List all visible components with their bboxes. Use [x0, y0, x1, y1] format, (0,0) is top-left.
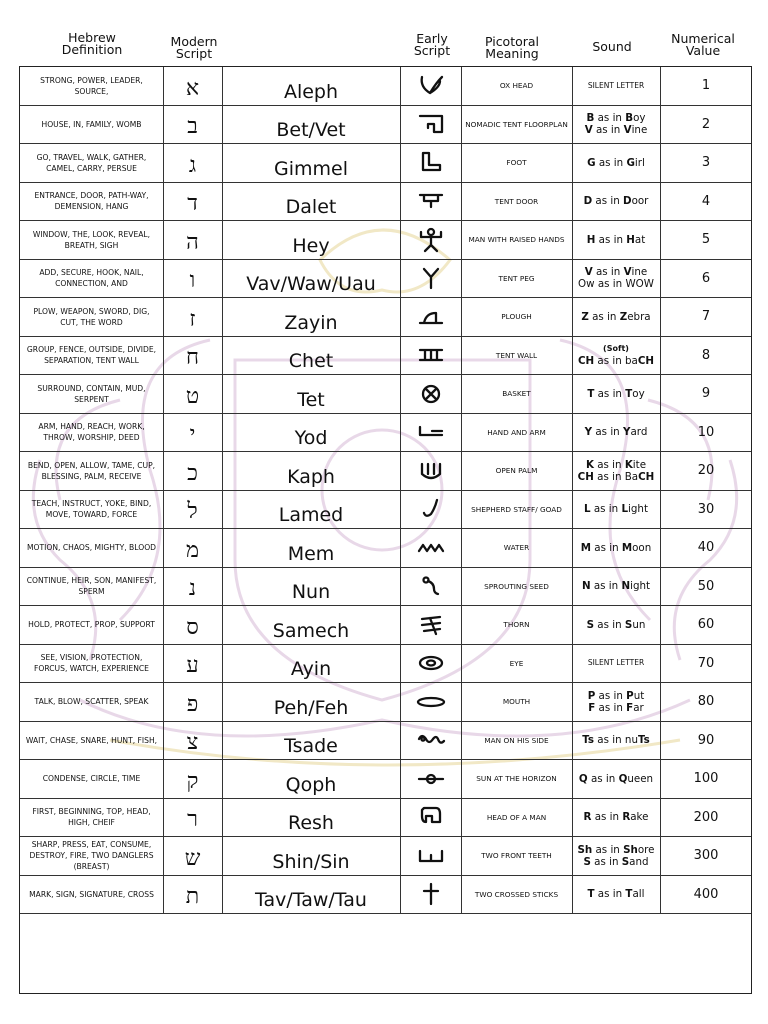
sound-cell: P as in Put F as in Far: [587, 689, 645, 714]
definition-cell: FIRST, BEGINNING, TOP, HEAD, HIGH, CHEIF: [32, 807, 151, 828]
tent-peg-icon: [416, 265, 446, 291]
header-definition: Hebrew Definition: [61, 30, 123, 57]
definition-cell: CONDENSE, CIRCLE, TIME: [42, 774, 141, 784]
letter-name-cell: Peh/Feh: [273, 696, 349, 719]
pictorial-meaning-cell: HAND AND ARM: [487, 427, 546, 437]
numerical-value-cell: 100: [693, 771, 719, 787]
early-script-cell: [400, 221, 461, 259]
definition-cell: SHARP, PRESS, EAT, CONSUME, DESTROY, FIRE, TWO DANGLERS (BREAST): [29, 840, 154, 872]
early-script-cell: [400, 144, 461, 182]
numerical-value-cell: 20: [697, 463, 715, 479]
letter-name-cell: Samech: [272, 619, 350, 642]
table-row: [20, 529, 751, 568]
numerical-value-cell: 8: [701, 347, 711, 363]
letter-name-cell: Nun: [291, 581, 331, 603]
numerical-value-cell: 6: [701, 270, 711, 286]
header-early-script: Early Script: [413, 31, 451, 58]
modern-script-cell: ת: [185, 884, 200, 910]
tent-door-icon: [416, 188, 446, 214]
water-icon: [416, 535, 446, 561]
sun-horizon-icon: [416, 766, 446, 792]
hand-arm-icon: [416, 419, 446, 445]
table-row: [20, 683, 751, 722]
definition-cell: SEE, VISION, PROTECTION, FORCUS, WATCH, EXPERIENCE: [34, 653, 149, 674]
modern-script-cell: ב: [187, 114, 198, 140]
pictorial-meaning-cell: MAN WITH RAISED HANDS: [468, 235, 565, 245]
pictorial-meaning-cell: BASKET: [502, 389, 531, 399]
definition-cell: WINDOW, THE, LOOK, REVEAL, BREATH, SIGH: [32, 229, 151, 250]
pictorial-meaning-cell: MOUTH: [502, 697, 531, 707]
sound-cell: L as in Light: [584, 503, 648, 516]
pictorial-meaning-cell: MAN ON HIS SIDE: [484, 735, 549, 745]
table-row: [20, 722, 751, 761]
early-script-cell: [400, 337, 461, 375]
numerical-value-cell: 10: [697, 424, 715, 440]
modern-script-cell: ג: [188, 152, 197, 178]
definition-cell: SURROUND, CONTAIN, MUD, SERPENT: [37, 383, 146, 404]
letter-name-cell: Aleph: [283, 80, 339, 103]
modern-script-cell: ז: [189, 306, 196, 332]
sound-cell: H as in Hat: [586, 233, 646, 246]
modern-script-cell: ל: [187, 499, 198, 525]
table-row: [20, 876, 751, 915]
table-row: [20, 606, 751, 645]
table-row: [20, 375, 751, 414]
numerical-value-cell: 3: [701, 155, 711, 171]
numerical-value-cell: 70: [697, 655, 715, 671]
early-script-cell: [400, 414, 461, 452]
open-palm-icon: [416, 458, 446, 484]
definition-cell: BEND, OPEN, ALLOW, TAME, CUP, BLESSING, PALM, RECEIVE: [27, 460, 156, 481]
man-raised-hands-icon: [416, 227, 446, 253]
foot-icon: [416, 150, 446, 176]
pictorial-meaning-cell: SPROUTING SEED: [484, 581, 549, 591]
numerical-value-cell: 400: [693, 886, 719, 902]
table-row: [20, 491, 751, 530]
modern-script-cell: א: [185, 75, 200, 101]
pictorial-meaning-cell: HEAD OF A MAN: [486, 812, 547, 822]
pictorial-meaning-cell: PLOUGH: [501, 312, 532, 322]
sound-cell: SILENT LETTER: [587, 658, 645, 668]
sound-cell: Q as in Queen: [578, 772, 654, 785]
letter-name-cell: Tsade: [284, 735, 338, 757]
header-pictorial-meaning: Picotoral Meaning: [484, 34, 540, 61]
sound-cell: SILENT LETTER: [587, 80, 645, 90]
definition-cell: ADD, SECURE, HOOK, NAIL, CONNECTION, AND: [39, 268, 144, 289]
early-script-cell: [400, 837, 461, 875]
early-script-cell: [400, 722, 461, 760]
modern-script-cell: ה: [186, 229, 199, 255]
header-sound: Sound: [592, 39, 632, 54]
early-script-cell: [400, 799, 461, 837]
pictorial-meaning-cell: OPEN PALM: [495, 466, 538, 476]
pictorial-meaning-cell: OX HEAD: [499, 81, 534, 91]
tent-wall-icon: [416, 342, 446, 368]
alphabet-table: [19, 66, 752, 994]
sound-cell: Sh as in Shore S as in Sand: [577, 843, 655, 868]
definition-cell: GROUP, FENCE, OUTSIDE, DIVIDE, SEPARATION, TENT WALL: [26, 345, 157, 366]
pictorial-meaning-cell: WATER: [503, 543, 530, 553]
definition-cell: MOTION, CHAOS, MIGHTY, BLOOD: [26, 543, 157, 553]
letter-name-cell: Ayin: [290, 658, 332, 680]
letter-name-cell: Qoph: [285, 773, 337, 796]
numerical-value-cell: 30: [697, 501, 715, 517]
letter-name-cell: Lamed: [278, 504, 344, 526]
table-row: [20, 452, 751, 491]
definition-cell: GO, TRAVEL, WALK, GATHER, CAMEL, CARRY, PERSUE: [36, 152, 147, 173]
numerical-value-cell: 9: [701, 386, 711, 402]
table-row: [20, 568, 751, 607]
numerical-value-cell: 60: [697, 617, 715, 633]
numerical-value-cell: 200: [693, 809, 719, 825]
modern-script-cell: ד: [187, 191, 198, 217]
numerical-value-cell: 40: [697, 540, 715, 556]
early-script-cell: [400, 529, 461, 567]
letter-name-cell: Hey: [292, 234, 330, 257]
basket-icon: [416, 381, 446, 407]
modern-script-cell: ק: [186, 768, 199, 794]
sound-cell: G as in Girl: [587, 156, 645, 169]
modern-script-cell: י: [189, 422, 196, 448]
early-script-cell: [400, 876, 461, 914]
modern-script-cell: צ: [186, 730, 199, 756]
early-script-cell: [400, 67, 461, 105]
table-row: [20, 260, 751, 299]
numerical-value-cell: 2: [701, 116, 711, 132]
definition-cell: TEACH, INSTRUCT, YOKE, BIND, MOVE, TOWARD, FORCE: [31, 499, 152, 520]
early-script-cell: [400, 683, 461, 721]
early-script-cell: [400, 645, 461, 683]
modern-script-cell: ו: [189, 268, 196, 294]
pictorial-meaning-cell: NOMADIC TENT FLOORPLAN: [465, 119, 568, 129]
sound-cell: K as in Kite CH as in BaCH: [577, 458, 655, 483]
early-script-cell: [400, 491, 461, 529]
letter-name-cell: Resh: [288, 812, 334, 834]
definition-cell: MARK, SIGN, SIGNATURE, CROSS: [29, 889, 154, 899]
sound-cell: M as in Moon: [580, 541, 652, 554]
letter-name-cell: Bet/Vet: [276, 119, 346, 141]
table-row: [20, 645, 751, 684]
table-row: [20, 298, 751, 337]
numerical-value-cell: 4: [701, 193, 711, 209]
table-row: [20, 337, 751, 376]
letter-name-cell: Tet: [297, 388, 325, 411]
sound-cell: Ts as in nuTs: [582, 734, 650, 747]
pictorial-meaning-cell: TENT WALL: [495, 350, 538, 360]
numerical-value-cell: 50: [697, 578, 715, 594]
letter-name-cell: Tav/Taw/Tau: [255, 889, 367, 911]
man-on-side-icon: [416, 727, 446, 753]
header-modern-script: Modern Script: [170, 34, 218, 61]
sound-cell: S as in Sun: [586, 618, 646, 631]
letter-name-cell: Dalet: [285, 196, 337, 218]
numerical-value-cell: 300: [693, 848, 719, 864]
modern-script-cell: פ: [186, 691, 199, 717]
table-row: [20, 221, 751, 260]
sound-cell: T as in Tall: [587, 888, 645, 901]
thorn-icon: [416, 612, 446, 638]
letter-name-cell: Mem: [287, 542, 335, 565]
definition-cell: ARM, HAND, REACH, WORK, THROW, WORSHIP, DEED: [38, 422, 145, 443]
modern-script-cell: ש: [184, 845, 201, 871]
sound-cell: Z as in Zebra: [581, 310, 651, 323]
letter-name-cell: Gimmel: [274, 157, 348, 180]
definition-cell: PLOW, WEAPON, SWORD, DIG, CUT, THE WORD: [33, 306, 150, 327]
sound-cell: D as in Door: [583, 195, 649, 208]
letter-name-cell: Vav/Waw/Uau: [246, 273, 376, 295]
letter-name-cell: Chet: [288, 350, 334, 372]
modern-script-cell: ס: [186, 614, 199, 640]
plough-icon: [416, 304, 446, 330]
modern-script-cell: ט: [185, 383, 200, 409]
definition-cell: ENTRANCE, DOOR, PATH-WAY, DEMENSION, HANG: [34, 191, 149, 212]
eye-icon: [416, 650, 446, 676]
early-script-cell: [400, 106, 461, 144]
early-script-cell: [400, 568, 461, 606]
pictorial-meaning-cell: SUN AT THE HORIZON: [476, 774, 557, 784]
modern-script-cell: נ: [188, 576, 197, 602]
front-teeth-icon: [416, 843, 446, 869]
pictorial-meaning-cell: TWO CROSSED STICKS: [474, 889, 559, 899]
head-of-man-icon: [416, 804, 446, 830]
sound-cell: B as in Boy V as in Vine: [584, 112, 648, 137]
early-script-cell: [400, 375, 461, 413]
letter-name-cell: Kaph: [287, 465, 335, 488]
sound-cell: V as in Vine Ow as in WOW: [578, 266, 654, 291]
modern-script-cell: ר: [187, 807, 198, 833]
early-script-cell: [400, 183, 461, 221]
pictorial-meaning-cell: SHEPHERD STAFF/ GOAD: [471, 504, 562, 514]
early-script-cell: [400, 452, 461, 490]
early-script-cell: [400, 760, 461, 798]
pictorial-meaning-cell: TENT PEG: [498, 273, 535, 283]
pictorial-meaning-cell: THORN: [503, 620, 530, 630]
modern-script-cell: ח: [185, 345, 200, 371]
ox-head-icon: [416, 73, 446, 99]
sound-cell: R as in Rake: [583, 811, 649, 824]
definition-cell: WAIT, CHASE, SNARE, HUNT, FISH,: [25, 735, 158, 745]
table-row: [20, 837, 751, 876]
table-row: [20, 799, 751, 838]
numerical-value-cell: 7: [701, 309, 711, 325]
definition-cell: STRONG, POWER, LEADER, SOURCE,: [40, 75, 143, 96]
early-script-cell: [400, 606, 461, 644]
shepherd-staff-icon: [416, 496, 446, 522]
sound-cell: T as in Toy: [587, 387, 645, 400]
numerical-value-cell: 80: [697, 694, 715, 710]
pictorial-meaning-cell: FOOT: [506, 158, 527, 168]
early-script-cell: [400, 260, 461, 298]
pictorial-meaning-cell: TWO FRONT TEETH: [481, 851, 552, 861]
early-script-cell: [400, 298, 461, 336]
mouth-icon: [416, 689, 446, 715]
modern-script-cell: ע: [186, 653, 199, 679]
sound-cell: N as in Night: [581, 580, 651, 593]
modern-script-cell: מ: [185, 537, 200, 563]
letter-name-cell: Yod: [294, 427, 328, 449]
letter-name-cell: Zayin: [284, 311, 338, 334]
definition-cell: TALK, BLOW, SCATTER, SPEAK: [34, 697, 149, 707]
modern-script-cell: כ: [187, 460, 198, 486]
numerical-value-cell: 1: [701, 78, 711, 94]
definition-cell: HOLD, PROTECT, PROP, SUPPORT: [28, 620, 155, 630]
definition-cell: CONTINUE, HEIR, SON, MANIFEST, SPERM: [26, 576, 157, 597]
definition-cell: HOUSE, IN, FAMILY, WOMB: [41, 119, 142, 129]
table-row: [20, 106, 751, 145]
crossed-sticks-icon: [416, 881, 446, 907]
numerical-value-cell: 90: [697, 732, 715, 748]
table-row: [20, 414, 751, 453]
letter-name-cell: Shin/Sin: [272, 850, 350, 873]
table-row: [20, 67, 751, 106]
header-numerical-value: Numerical Value: [671, 31, 735, 58]
table-row: [20, 144, 751, 183]
sound-cell: (Soft) CH as in baCH: [577, 344, 655, 368]
numerical-value-cell: 5: [701, 232, 711, 248]
table-row: [20, 183, 751, 222]
tent-floorplan-icon: [416, 111, 446, 137]
sprouting-seed-icon: [416, 573, 446, 599]
table-row: [20, 760, 751, 799]
pictorial-meaning-cell: TENT DOOR: [494, 196, 539, 206]
pictorial-meaning-cell: EYE: [509, 658, 524, 668]
sound-cell: Y as in Yard: [584, 426, 648, 439]
